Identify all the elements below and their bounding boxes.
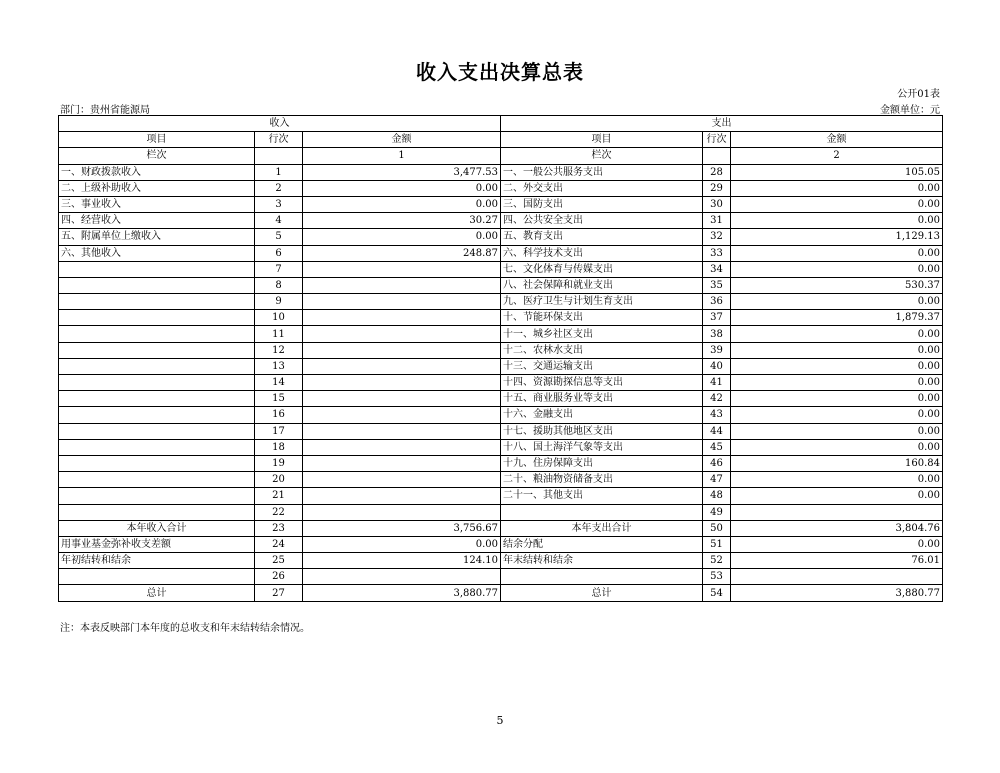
- expense-item-cell: 四、公共安全支出: [501, 213, 703, 229]
- expense-amount-cell: 0.00: [731, 261, 943, 277]
- table-header: [59, 116, 943, 165]
- income-item-cell: [59, 358, 255, 374]
- income-rowno-cell: 15: [255, 391, 303, 407]
- expense-amount-cell: 76.01: [731, 553, 943, 569]
- income-amount-cell: [303, 472, 501, 488]
- footnote: 注：本表反映部门本年度的总收支和年末结转结余情况。: [60, 623, 310, 634]
- expense-rowno-header: 行次: [703, 132, 731, 148]
- income-amount-cell: [303, 326, 501, 342]
- income-rowno-cell: 23: [255, 520, 303, 536]
- expense-amount-header: 金额: [731, 132, 943, 148]
- expense-amount-cell: 0.00: [731, 213, 943, 229]
- income-amount-header: 金额: [303, 132, 501, 148]
- expense-amount-cell: 1,129.13: [731, 229, 943, 245]
- income-amount-cell: [303, 455, 501, 471]
- income-item-cell: [59, 391, 255, 407]
- expense-rowno-cell: 49: [703, 504, 731, 520]
- expense-item-cell: 十一、城乡社区支出: [501, 326, 703, 342]
- income-amount-cell: 0.00: [303, 536, 501, 552]
- income-item-cell: [59, 423, 255, 439]
- expense-rowno-cell: 40: [703, 358, 731, 374]
- form-number: 公开01表: [897, 89, 940, 100]
- income-amount-cell: 0.00: [303, 196, 501, 212]
- table-row: [59, 180, 943, 196]
- income-amount-cell: 248.87: [303, 245, 501, 261]
- income-rowno-cell: 8: [255, 277, 303, 293]
- expense-rowno-cell: 35: [703, 277, 731, 293]
- expense-item-cell: 结余分配: [501, 536, 703, 552]
- income-amount-cell: 0.00: [303, 180, 501, 196]
- expense-amount-cell: 0.00: [731, 439, 943, 455]
- expense-item-cell: 年末结转和结余: [501, 553, 703, 569]
- expense-item-cell: 三、国防支出: [501, 196, 703, 212]
- expense-rowno-cell: 54: [703, 585, 731, 601]
- expense-item-cell: 十八、国土海洋气象等支出: [501, 439, 703, 455]
- expense-item-cell: 总计: [501, 585, 703, 601]
- expense-rowno-cell: 51: [703, 536, 731, 552]
- income-rowno-header: 行次: [255, 132, 303, 148]
- expense-rowno-cell: 32: [703, 229, 731, 245]
- expense-amount-index: 2: [731, 148, 943, 164]
- income-item-cell: [59, 504, 255, 520]
- expense-amount-cell: 0.00: [731, 245, 943, 261]
- income-item-cell: [59, 472, 255, 488]
- expense-amount-cell: 0.00: [731, 407, 943, 423]
- income-amount-cell: 30.27: [303, 213, 501, 229]
- income-rowno-cell: 3: [255, 196, 303, 212]
- income-rowno-cell: 21: [255, 488, 303, 504]
- page-title: 收入支出决算总表: [416, 60, 584, 84]
- income-item-cell: [59, 277, 255, 293]
- table-row: [59, 294, 943, 310]
- expense-amount-cell: 530.37: [731, 277, 943, 293]
- income-rowno-cell: 6: [255, 245, 303, 261]
- expense-item-header: 项目: [501, 132, 703, 148]
- income-item-cell: [59, 294, 255, 310]
- expense-item-cell: 七、文化体育与传媒支出: [501, 261, 703, 277]
- page-number: 5: [496, 714, 504, 727]
- expense-amount-cell: 0.00: [731, 391, 943, 407]
- table-row: [59, 391, 943, 407]
- expense-rowno-cell: 47: [703, 472, 731, 488]
- expense-amount-cell: 0.00: [731, 294, 943, 310]
- expense-rowno-cell: 36: [703, 294, 731, 310]
- expense-rowno-cell: 45: [703, 439, 731, 455]
- income-item-cell: [59, 488, 255, 504]
- income-item-cell: 用事业基金弥补收支差额: [59, 536, 255, 552]
- income-amount-cell: [303, 358, 501, 374]
- expense-item-cell: [501, 504, 703, 520]
- expense-rowno-cell: 41: [703, 375, 731, 391]
- section-header-row: [59, 116, 943, 132]
- expense-item-cell: 十四、资源勘探信息等支出: [501, 375, 703, 391]
- income-amount-cell: [303, 342, 501, 358]
- expense-item-cell: 五、教育支出: [501, 229, 703, 245]
- table-row: [59, 423, 943, 439]
- income-item-cell: 六、其他收入: [59, 245, 255, 261]
- table-row: [59, 520, 943, 536]
- table-row: [59, 407, 943, 423]
- income-item-cell: 本年收入合计: [59, 520, 255, 536]
- table-row: [59, 310, 943, 326]
- income-item-cell: [59, 569, 255, 585]
- expense-item-cell: 十五、商业服务业等支出: [501, 391, 703, 407]
- expense-rowno-cell: 48: [703, 488, 731, 504]
- table-row: [59, 342, 943, 358]
- expense-rowno-cell: 52: [703, 553, 731, 569]
- table-row: [59, 245, 943, 261]
- income-item-cell: 总计: [59, 585, 255, 601]
- table-row: [59, 164, 943, 180]
- income-amount-cell: [303, 310, 501, 326]
- expense-amount-cell: 0.00: [731, 536, 943, 552]
- table-row: [59, 553, 943, 569]
- expense-item-cell: 二、外交支出: [501, 180, 703, 196]
- income-column-label: 栏次: [59, 148, 255, 164]
- expense-rowno-cell: 30: [703, 196, 731, 212]
- expense-item-cell: 九、医疗卫生与计划生育支出: [501, 294, 703, 310]
- income-item-cell: [59, 342, 255, 358]
- expense-rowno-cell: 43: [703, 407, 731, 423]
- expense-item-cell: 十九、住房保障支出: [501, 455, 703, 471]
- income-amount-cell: [303, 407, 501, 423]
- expense-item-cell: 二十、粮油物资储备支出: [501, 472, 703, 488]
- expense-amount-cell: 0.00: [731, 472, 943, 488]
- expense-item-cell: 二十一、其他支出: [501, 488, 703, 504]
- income-item-cell: 三、事业收入: [59, 196, 255, 212]
- expense-rowno-cell: 42: [703, 391, 731, 407]
- expense-rowno-cell: 37: [703, 310, 731, 326]
- income-rowno-cell: 13: [255, 358, 303, 374]
- income-expense-table: [58, 115, 943, 602]
- expense-item-cell: 十七、援助其他地区支出: [501, 423, 703, 439]
- income-amount-cell: 3,477.53: [303, 164, 501, 180]
- amount-unit-label: 金额单位：元: [880, 105, 940, 116]
- expense-amount-cell: 3,804.76: [731, 520, 943, 536]
- expense-rowno-index: [703, 148, 731, 164]
- expense-section-header: 支出: [501, 116, 943, 132]
- income-item-cell: 一、财政拨款收入: [59, 164, 255, 180]
- table-row: [59, 472, 943, 488]
- expense-rowno-cell: 34: [703, 261, 731, 277]
- expense-amount-cell: 0.00: [731, 423, 943, 439]
- table-row: [59, 196, 943, 212]
- expense-amount-cell: 160.84: [731, 455, 943, 471]
- expense-item-cell: 八、社会保障和就业支出: [501, 277, 703, 293]
- income-rowno-cell: 17: [255, 423, 303, 439]
- income-rowno-cell: 12: [255, 342, 303, 358]
- column-header-row: [59, 132, 943, 148]
- expense-amount-cell: 0.00: [731, 196, 943, 212]
- table-row: [59, 569, 943, 585]
- expense-item-cell: 本年支出合计: [501, 520, 703, 536]
- expense-item-cell: [501, 569, 703, 585]
- expense-rowno-cell: 28: [703, 164, 731, 180]
- expense-amount-cell: 0.00: [731, 488, 943, 504]
- income-amount-cell: [303, 375, 501, 391]
- expense-rowno-cell: 46: [703, 455, 731, 471]
- expense-rowno-cell: 50: [703, 520, 731, 536]
- income-amount-cell: [303, 488, 501, 504]
- income-rowno-cell: 2: [255, 180, 303, 196]
- expense-rowno-cell: 33: [703, 245, 731, 261]
- income-rowno-cell: 24: [255, 536, 303, 552]
- table-row: [59, 455, 943, 471]
- table-row: [59, 375, 943, 391]
- income-rowno-cell: 22: [255, 504, 303, 520]
- income-rowno-cell: 20: [255, 472, 303, 488]
- income-item-header: 项目: [59, 132, 255, 148]
- expense-item-cell: 六、科学技术支出: [501, 245, 703, 261]
- income-amount-cell: [303, 261, 501, 277]
- income-rowno-cell: 19: [255, 455, 303, 471]
- expense-rowno-cell: 39: [703, 342, 731, 358]
- column-index-row: [59, 148, 943, 164]
- table-row: [59, 504, 943, 520]
- income-rowno-cell: 27: [255, 585, 303, 601]
- table-row: [59, 358, 943, 374]
- table-row: [59, 536, 943, 552]
- income-item-cell: [59, 439, 255, 455]
- table-row: [59, 229, 943, 245]
- table-row: [59, 213, 943, 229]
- income-amount-cell: [303, 569, 501, 585]
- table-body: [59, 164, 943, 601]
- income-item-cell: [59, 407, 255, 423]
- table-row: [59, 488, 943, 504]
- expense-amount-cell: 0.00: [731, 342, 943, 358]
- income-amount-cell: 124.10: [303, 553, 501, 569]
- expense-item-cell: 一、一般公共服务支出: [501, 164, 703, 180]
- expense-rowno-cell: 44: [703, 423, 731, 439]
- income-amount-cell: [303, 391, 501, 407]
- expense-amount-cell: 1,879.37: [731, 310, 943, 326]
- department-label: 部门：贵州省能源局: [60, 105, 150, 116]
- income-item-cell: [59, 326, 255, 342]
- expense-amount-cell: 0.00: [731, 326, 943, 342]
- expense-amount-cell: 105.05: [731, 164, 943, 180]
- income-item-cell: 四、经营收入: [59, 213, 255, 229]
- income-amount-cell: 0.00: [303, 229, 501, 245]
- income-amount-cell: [303, 277, 501, 293]
- table-row: [59, 585, 943, 601]
- income-rowno-cell: 4: [255, 213, 303, 229]
- expense-amount-cell: [731, 504, 943, 520]
- expense-amount-cell: 0.00: [731, 375, 943, 391]
- income-amount-cell: [303, 423, 501, 439]
- table-row: [59, 439, 943, 455]
- income-rowno-cell: 14: [255, 375, 303, 391]
- expense-rowno-cell: 38: [703, 326, 731, 342]
- income-amount-cell: [303, 439, 501, 455]
- income-rowno-cell: 25: [255, 553, 303, 569]
- income-item-cell: [59, 375, 255, 391]
- income-rowno-cell: 9: [255, 294, 303, 310]
- income-rowno-cell: 1: [255, 164, 303, 180]
- income-rowno-cell: 18: [255, 439, 303, 455]
- income-item-cell: 年初结转和结余: [59, 553, 255, 569]
- expense-amount-cell: 3,880.77: [731, 585, 943, 601]
- expense-item-cell: 十、节能环保支出: [501, 310, 703, 326]
- income-item-cell: 五、附属单位上缴收入: [59, 229, 255, 245]
- income-rowno-cell: 16: [255, 407, 303, 423]
- income-amount-cell: 3,756.67: [303, 520, 501, 536]
- income-rowno-cell: 26: [255, 569, 303, 585]
- expense-rowno-cell: 29: [703, 180, 731, 196]
- table-row: [59, 261, 943, 277]
- income-rowno-cell: 5: [255, 229, 303, 245]
- income-item-cell: [59, 455, 255, 471]
- expense-column-label: 栏次: [501, 148, 703, 164]
- income-rowno-cell: 11: [255, 326, 303, 342]
- expense-rowno-cell: 31: [703, 213, 731, 229]
- income-rowno-cell: 10: [255, 310, 303, 326]
- income-amount-index: 1: [303, 148, 501, 164]
- expense-amount-cell: [731, 569, 943, 585]
- income-amount-cell: [303, 294, 501, 310]
- expense-item-cell: 十二、农林水支出: [501, 342, 703, 358]
- income-rowno-index: [255, 148, 303, 164]
- table-row: [59, 326, 943, 342]
- expense-amount-cell: 0.00: [731, 180, 943, 196]
- income-section-header: 收入: [59, 116, 501, 132]
- income-amount-cell: 3,880.77: [303, 585, 501, 601]
- table-row: [59, 277, 943, 293]
- expense-item-cell: 十三、交通运输支出: [501, 358, 703, 374]
- expense-item-cell: 十六、金融支出: [501, 407, 703, 423]
- income-amount-cell: [303, 504, 501, 520]
- income-rowno-cell: 7: [255, 261, 303, 277]
- expense-amount-cell: 0.00: [731, 358, 943, 374]
- income-item-cell: [59, 261, 255, 277]
- expense-rowno-cell: 53: [703, 569, 731, 585]
- income-item-cell: [59, 310, 255, 326]
- income-item-cell: 二、上级补助收入: [59, 180, 255, 196]
